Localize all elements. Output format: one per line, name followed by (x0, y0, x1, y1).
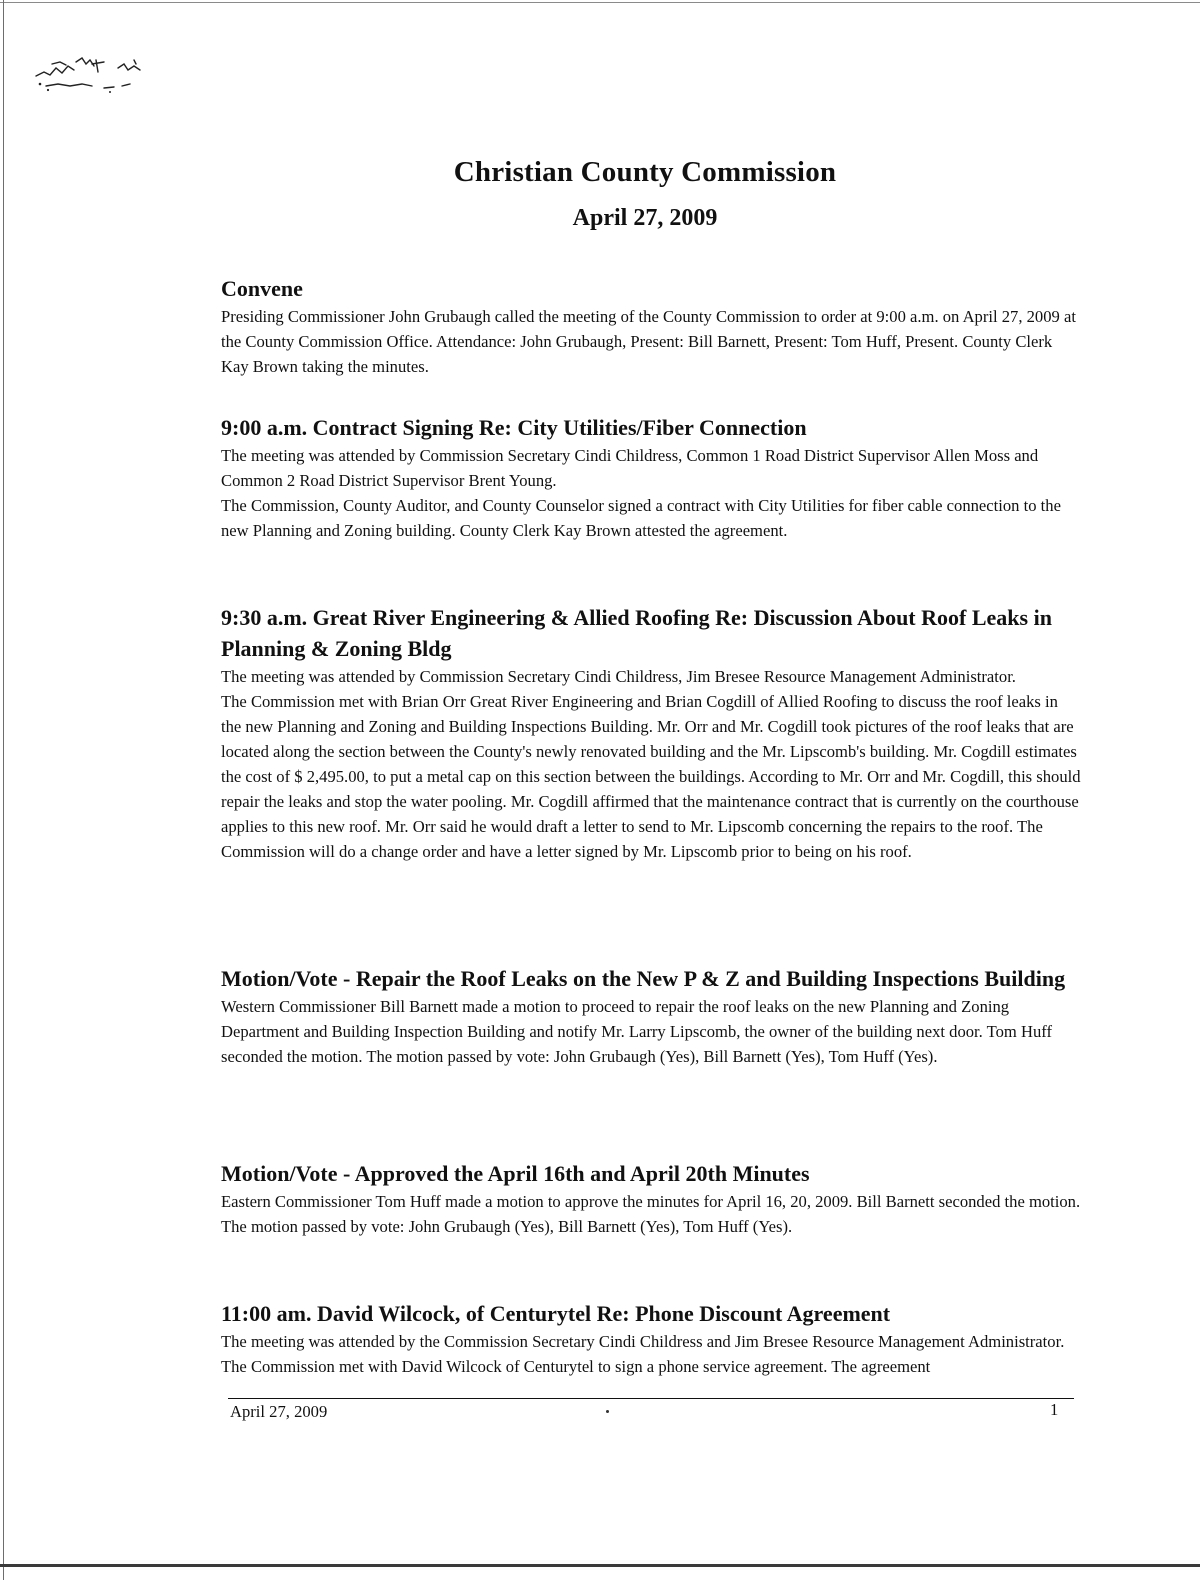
scan-edge-left (3, 0, 4, 1580)
section-heading: 11:00 am. David Wilcock, of Centurytel Re: Phone Discount Agreement (221, 1301, 891, 1326)
section-paragraph: The Commission, County Auditor, and County Counselor signed a contract with City Utilities for fiber cable connection to the new Planning and Zoning building. County Clerk Kay Brown attested the agreement. (221, 496, 1061, 540)
section-contract-signing (221, 412, 1081, 543)
section-motion-approve-minutes (221, 1158, 1081, 1239)
footer-date: April 27, 2009 (230, 1402, 328, 1421)
section-paragraph: The meeting was attended by Commission Secretary Cindi Childress, Jim Bresee Resource Management Administrator. (221, 667, 1016, 686)
footer-divider (228, 1398, 1074, 1399)
section-paragraph: The Commission met with Brian Orr Great River Engineering and Brian Cogdill of Allied Roofing to discuss the roof leaks in the new Planning and Zoning and Building Inspections Building. Mr. Orr and Mr. Cogdill took pictures of the roof leaks that are located along the section between the County's newly renovated building and the Mr. Lipscomb's building. Mr. Cogdill estimates the cost of $ 2,495.00, to put a metal cap on this section between the buildings. According to Mr. Orr and Mr. Cogdill, this should repair the leaks and stop the water pooling. Mr. Cogdill affirmed that the maintenance contract that is currently on the courthouse applies to this new roof. Mr. Orr said he would draft a letter to send to Mr. Lipscomb concerning the repairs to the roof. The Commission will do a change order and have a letter signed by Mr. Lipscomb prior to being on his roof. (221, 692, 1081, 861)
scan-speck (606, 1410, 609, 1413)
section-convene (221, 273, 1081, 379)
section-heading: 9:30 a.m. Great River Engineering & Allied Roofing Re: Discussion About Roof Leaks in Planning & Zoning Bldg (221, 605, 1052, 661)
section-paragraph: Presiding Commissioner John Grubaugh called the meeting of the County Commission to order at 9:00 a.m. on April 27, 2009 at the County Commission Office. Attendance: John Grubaugh, Present: Bill Barnett, Present: Tom Huff, Present. County Clerk Kay Brown taking the minutes. (221, 307, 1076, 376)
section-centurytel-agreement (221, 1298, 1081, 1379)
document-title: Christian County Commission (453, 156, 837, 188)
section-motion-roof-repair (221, 963, 1081, 1069)
scan-edge-bottom (0, 1564, 1200, 1567)
scan-edge-top (0, 2, 1200, 3)
section-heading: Motion/Vote - Approved the April 16th and April 20th Minutes (221, 1161, 810, 1186)
page-number: 1 (1050, 1400, 1059, 1419)
section-paragraph: Western Commissioner Bill Barnett made a motion to proceed to repair the roof leaks on the new Planning and Zoning Department and Building Inspection Building and notify Mr. Larry Lipscomb, the owner of the building next door. Tom Huff seconded the motion. The motion passed by vote: John Grubaugh (Yes), Bill Barnett (Yes), Tom Huff (Yes). (221, 997, 1053, 1066)
section-heading: Motion/Vote - Repair the Roof Leaks on the New P & Z and Building Inspections Building (221, 966, 1066, 991)
section-paragraph: Eastern Commissioner Tom Huff made a motion to approve the minutes for April 16, 20, 2009. Bill Barnett seconded the motion. The motion passed by vote: John Grubaugh (Yes), Bill Barnett (Yes), Tom Huff (Yes). (221, 1192, 1081, 1236)
section-paragraph: The Commission met with David Wilcock of Centurytel to sign a phone service agreement. The agreement (221, 1357, 931, 1376)
section-heading: 9:00 a.m. Contract Signing Re: City Utilities/Fiber Connection (221, 415, 807, 440)
section-roof-leaks-discussion (221, 602, 1081, 864)
section-paragraph: The meeting was attended by the Commission Secretary Cindi Childress and Jim Bresee Resource Management Administrator. (221, 1332, 1065, 1351)
section-paragraph: The meeting was attended by Commission Secretary Cindi Childress, Common 1 Road District Supervisor Allen Moss and Common 2 Road District Supervisor Brent Young. (221, 446, 1039, 490)
document-date: April 27, 2009 (572, 205, 718, 231)
handwritten-mark-icon (30, 40, 170, 100)
section-heading: Convene (221, 276, 303, 301)
